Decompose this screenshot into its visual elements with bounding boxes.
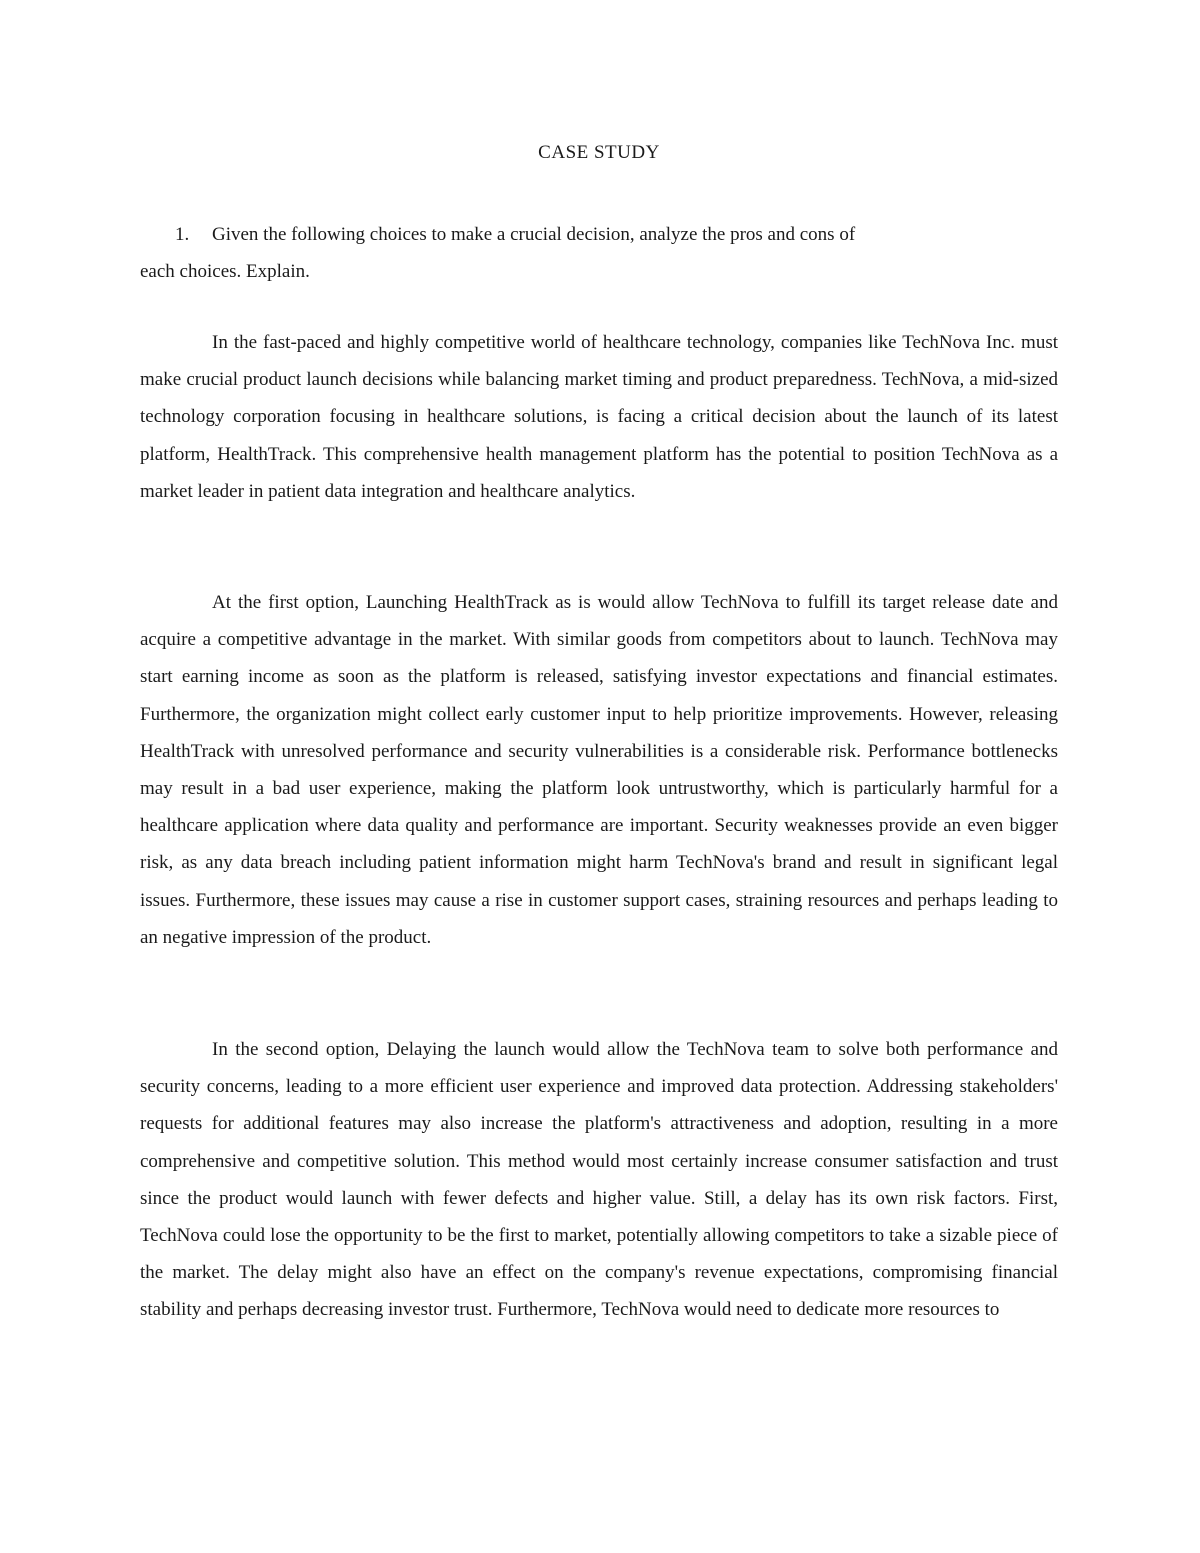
question-text-line-1: Given the following choices to make a crucial decision, analyze the pros and cons of — [212, 224, 856, 245]
question-text-line-2: each choices. Explain. — [140, 261, 310, 282]
question-number: 1. — [175, 224, 190, 245]
question-block — [140, 216, 1058, 290]
page-title: CASE STUDY — [538, 142, 660, 163]
paragraph-second-option: In the second option, Delaying the launch would allow the TechNova team to solve both performance and security concerns, leading to a more efficient user experience and improved data protection. Addressing stakeholders' requests for additional features may also increase the platform's attractiveness and adoption, resulting in a more comprehensive and competitive solution. This method would most certainly increase consumer satisfaction and trust since the product would launch with fewer defects and higher value. Still, a delay has its own risk factors. First, TechNova could lose the opportunity to be the first to market, potentially allowing competitors to take a sizable piece of the market. The delay might also have an effect on the company's revenue expectations, compromising financial stability and perhaps decreasing investor trust. Furthermore, TechNova would need to dedicate more resources to — [140, 1039, 1058, 1321]
paragraph-first-option: At the first option, Launching HealthTrack as is would allow TechNova to fulfill its target release date and acquire a competitive advantage in the market. With similar goods from competitors about to launch. TechNova may start earning income as soon as the platform is released, satisfying investor expectations and financial estimates. Furthermore, the organization might collect early customer input to help prioritize improvements. However, releasing HealthTrack with unresolved performance and security vulnerabilities is a considerable risk. Performance bottlenecks may result in a bad user experience, making the platform look untrustworthy, which is particularly harmful for a healthcare application where data quality and performance are important. Security weaknesses provide an even bigger risk, as any data breach including patient information might harm TechNova's brand and result in significant legal issues. Furthermore, these issues may cause a rise in customer support cases, straining resources and perhaps leading to an negative impression of the product. — [140, 592, 1058, 948]
question-line-1 — [140, 216, 1058, 253]
paragraph-introduction: In the fast-paced and highly competitive world of healthcare technology, companies like TechNova Inc. must make crucial product launch decisions while balancing market timing and product preparedness. TechNova, a mid-sized technology corporation focusing in healthcare solutions, is facing a critical decision about the launch of its latest platform, HealthTrack. This comprehensive health management platform has the potential to position TechNova as a market leader in patient data integration and healthcare analytics. — [140, 332, 1058, 502]
